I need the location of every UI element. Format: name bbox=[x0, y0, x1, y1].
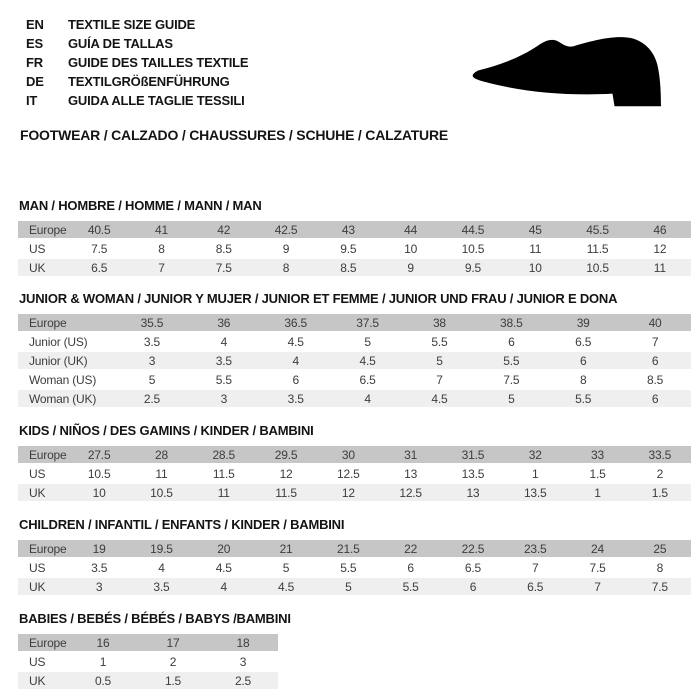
size-cell: 3.5 bbox=[143, 334, 160, 349]
size-cell: 12.5 bbox=[379, 484, 441, 501]
size-cell: 38 bbox=[404, 314, 476, 331]
size-cell: 7.5 bbox=[91, 241, 108, 256]
size-cell: 8.5 bbox=[215, 241, 232, 256]
size-cell: 12.5 bbox=[337, 466, 360, 481]
size-cell: 1.5 bbox=[589, 466, 606, 481]
size-cell: 21.5 bbox=[317, 540, 379, 557]
size-cell: 16 bbox=[68, 634, 138, 651]
language-row-it bbox=[26, 91, 248, 110]
language-code: ES bbox=[26, 36, 43, 51]
size-cell: 4.5 bbox=[404, 390, 476, 407]
size-cell: 36 bbox=[188, 314, 260, 331]
size-cell: 4 bbox=[260, 352, 332, 369]
size-cell: 23.5 bbox=[504, 540, 566, 557]
size-cell: 5.5 bbox=[475, 352, 547, 369]
size-cell: 28.5 bbox=[193, 446, 255, 463]
size-cell: 40 bbox=[619, 314, 691, 331]
size-cell: 3.5 bbox=[188, 352, 260, 369]
row-label: Europe bbox=[18, 446, 68, 463]
size-table-row bbox=[18, 578, 691, 595]
size-cell: 27.5 bbox=[68, 446, 130, 463]
size-cell: 7.5 bbox=[589, 560, 606, 575]
size-cell: 11.5 bbox=[586, 241, 609, 256]
language-label: TEXTILE SIZE GUIDE bbox=[68, 17, 196, 32]
language-code: DE bbox=[26, 74, 44, 89]
size-cell: 35.5 bbox=[116, 314, 188, 331]
row-label: UK bbox=[18, 672, 68, 689]
size-table-header-row bbox=[18, 221, 691, 238]
size-table-header-row bbox=[18, 314, 691, 331]
size-cell: 6 bbox=[547, 352, 619, 369]
size-cell: 7 bbox=[531, 560, 539, 575]
size-cell: 4 bbox=[193, 578, 255, 595]
size-table-kids bbox=[18, 444, 691, 503]
size-cell: 7.5 bbox=[193, 259, 255, 276]
row-label: Europe bbox=[18, 314, 116, 331]
row-label: Junior (UK) bbox=[18, 352, 116, 369]
language-code: IT bbox=[26, 93, 38, 108]
language-label: GUÍA DE TALLAS bbox=[68, 36, 173, 51]
size-cell: 3.5 bbox=[260, 390, 332, 407]
size-cell: 6 bbox=[619, 390, 691, 407]
size-table bbox=[18, 219, 691, 278]
size-cell: 4.5 bbox=[332, 352, 404, 369]
size-table-row bbox=[18, 333, 691, 350]
size-cell: 4.5 bbox=[287, 334, 304, 349]
dress-shoe-icon bbox=[462, 32, 664, 120]
language-row-de bbox=[26, 72, 248, 91]
size-cell: 28 bbox=[130, 446, 192, 463]
size-cell: 2.5 bbox=[208, 672, 278, 689]
language-label: GUIDE DES TAILLES TEXTILE bbox=[68, 55, 249, 70]
size-cell: 0.5 bbox=[68, 672, 138, 689]
size-cell: 5.5 bbox=[340, 560, 357, 575]
size-cell: 3 bbox=[116, 352, 188, 369]
size-cell: 9.5 bbox=[340, 241, 357, 256]
size-cell: 5 bbox=[282, 560, 290, 575]
size-cell: 45.5 bbox=[566, 221, 628, 238]
size-cell: 13 bbox=[404, 466, 418, 481]
size-cell: 8.5 bbox=[647, 372, 664, 387]
size-cell: 5.5 bbox=[379, 578, 441, 595]
size-cell: 3 bbox=[188, 390, 260, 407]
row-label: US bbox=[29, 466, 46, 481]
size-cell: 44 bbox=[379, 221, 441, 238]
size-cell: 43 bbox=[317, 221, 379, 238]
size-cell: 12 bbox=[279, 466, 293, 481]
language-label: TEXTILGRÖßENFÜHRUNG bbox=[68, 74, 230, 89]
language-code: EN bbox=[26, 17, 44, 32]
size-cell: 2 bbox=[656, 466, 664, 481]
size-cell: 44.5 bbox=[442, 221, 504, 238]
size-cell: 45 bbox=[504, 221, 566, 238]
section-title: MAN / HOMBRE / HOMME / MANN / MAN bbox=[19, 198, 262, 213]
section-children bbox=[18, 517, 691, 597]
size-cell: 3.5 bbox=[91, 560, 108, 575]
row-label: Junior (US) bbox=[29, 334, 88, 349]
section-title: KIDS / NIÑOS / DES GAMINS / KINDER / BAMBINI bbox=[19, 423, 314, 438]
size-cell: 8.5 bbox=[317, 259, 379, 276]
size-cell: 6.5 bbox=[504, 578, 566, 595]
size-cell: 19.5 bbox=[130, 540, 192, 557]
size-cell: 5 bbox=[317, 578, 379, 595]
size-table bbox=[18, 444, 691, 503]
size-cell: 20 bbox=[193, 540, 255, 557]
size-cell: 38.5 bbox=[475, 314, 547, 331]
size-table-row bbox=[18, 240, 691, 257]
size-cell: 4 bbox=[332, 390, 404, 407]
size-cell: 7.5 bbox=[503, 372, 520, 387]
size-cell: 29.5 bbox=[255, 446, 317, 463]
size-cell: 7 bbox=[651, 334, 659, 349]
size-cell: 39 bbox=[547, 314, 619, 331]
size-cell: 33.5 bbox=[629, 446, 691, 463]
language-label: GUIDA ALLE TAGLIE TESSILI bbox=[68, 93, 245, 108]
size-cell: 42.5 bbox=[255, 221, 317, 238]
size-table bbox=[18, 538, 691, 597]
language-row-en bbox=[26, 15, 248, 34]
section-babies bbox=[18, 611, 691, 691]
size-cell: 21 bbox=[255, 540, 317, 557]
size-cell: 10.5 bbox=[566, 259, 628, 276]
size-cell: 6 bbox=[442, 578, 504, 595]
size-cell: 8 bbox=[158, 241, 165, 256]
size-table-children bbox=[18, 538, 691, 597]
size-cell: 12 bbox=[653, 241, 667, 256]
section-junior-woman bbox=[18, 291, 691, 409]
size-cell: 6.5 bbox=[359, 372, 376, 387]
size-cell: 10 bbox=[404, 241, 418, 256]
size-cell: 6 bbox=[619, 352, 691, 369]
size-table-man bbox=[18, 219, 691, 278]
section-kids bbox=[18, 423, 691, 503]
language-list bbox=[26, 15, 248, 110]
size-cell: 36.5 bbox=[260, 314, 332, 331]
row-label: US bbox=[29, 241, 46, 256]
row-label: UK bbox=[18, 578, 68, 595]
size-table bbox=[18, 312, 691, 409]
section-title: BABIES / BEBÉS / BÉBÉS / BABYS /BAMBINI bbox=[19, 611, 291, 626]
size-cell: 10 bbox=[68, 484, 130, 501]
row-label: Europe bbox=[18, 221, 68, 238]
size-cell: 7 bbox=[566, 578, 628, 595]
size-table-header-row bbox=[18, 540, 691, 557]
size-cell: 31 bbox=[379, 446, 441, 463]
size-cell: 11 bbox=[529, 241, 542, 256]
size-table-row bbox=[18, 559, 691, 576]
size-cell: 13 bbox=[442, 484, 504, 501]
size-cell: 5 bbox=[364, 334, 371, 349]
row-label: Woman (UK) bbox=[18, 390, 116, 407]
size-cell: 42 bbox=[193, 221, 255, 238]
size-table-row bbox=[18, 390, 691, 407]
size-cell: 8 bbox=[579, 372, 587, 387]
size-cell: 18 bbox=[208, 634, 278, 651]
size-cell: 5.5 bbox=[215, 372, 232, 387]
size-cell: 5 bbox=[475, 390, 547, 407]
size-cell: 11.5 bbox=[212, 466, 235, 481]
size-cell: 13.5 bbox=[461, 466, 485, 481]
size-cell: 1 bbox=[531, 466, 539, 481]
row-label: US bbox=[29, 560, 46, 575]
size-cell: 5 bbox=[148, 372, 156, 387]
size-cell: 40.5 bbox=[68, 221, 130, 238]
size-cell: 4 bbox=[158, 560, 165, 575]
size-cell: 33 bbox=[566, 446, 628, 463]
size-cell: 4 bbox=[220, 334, 228, 349]
size-cell: 31.5 bbox=[442, 446, 504, 463]
size-cell: 8 bbox=[656, 560, 664, 575]
size-cell: 17 bbox=[138, 634, 208, 651]
size-cell: 25 bbox=[629, 540, 691, 557]
size-cell: 11.5 bbox=[255, 484, 317, 501]
language-code: FR bbox=[26, 55, 43, 70]
size-cell: 2.5 bbox=[116, 390, 188, 407]
row-label: UK bbox=[18, 484, 68, 501]
size-table-row bbox=[18, 484, 691, 501]
size-cell: 6 bbox=[407, 560, 414, 575]
size-table-junior-woman bbox=[18, 312, 691, 409]
size-cell: 3 bbox=[239, 654, 247, 669]
size-cell: 1.5 bbox=[629, 484, 691, 501]
size-cell: 6.5 bbox=[575, 334, 592, 349]
size-cell: 2 bbox=[169, 654, 177, 669]
size-cell: 9.5 bbox=[442, 259, 504, 276]
size-table-row bbox=[18, 672, 278, 689]
size-cell: 10.5 bbox=[461, 241, 485, 256]
size-cell: 11 bbox=[629, 259, 691, 276]
section-title: JUNIOR & WOMAN / JUNIOR Y MUJER / JUNIOR ET FEMME / JUNIOR UND FRAU / JUNIOR E DONA bbox=[19, 291, 618, 306]
section-man bbox=[18, 198, 691, 278]
size-cell: 41 bbox=[130, 221, 192, 238]
size-table-row bbox=[18, 653, 278, 670]
size-cell: 1.5 bbox=[138, 672, 208, 689]
size-table-row bbox=[18, 465, 691, 482]
size-cell: 32 bbox=[504, 446, 566, 463]
size-cell: 24 bbox=[566, 540, 628, 557]
size-cell: 6.5 bbox=[68, 259, 130, 276]
size-cell: 6 bbox=[292, 372, 299, 387]
size-cell: 37.5 bbox=[332, 314, 404, 331]
size-cell: 8 bbox=[255, 259, 317, 276]
row-label: Europe bbox=[18, 634, 68, 651]
size-cell: 6.5 bbox=[464, 560, 481, 575]
size-table-header-row bbox=[18, 446, 691, 463]
size-table-row bbox=[18, 371, 691, 388]
size-table-babies bbox=[18, 632, 691, 691]
size-cell: 13.5 bbox=[504, 484, 566, 501]
size-cell: 22 bbox=[379, 540, 441, 557]
size-cell: 30 bbox=[317, 446, 379, 463]
row-label: Europe bbox=[18, 540, 68, 557]
size-cell: 1 bbox=[99, 654, 107, 669]
size-cell: 1 bbox=[566, 484, 628, 501]
language-row-fr bbox=[26, 53, 248, 72]
size-cell: 7 bbox=[436, 372, 443, 387]
row-label: US bbox=[29, 654, 46, 669]
size-cell: 9 bbox=[379, 259, 441, 276]
row-label: Woman (US) bbox=[29, 372, 97, 387]
size-cell: 19 bbox=[68, 540, 130, 557]
size-cell: 10 bbox=[504, 259, 566, 276]
size-table bbox=[18, 632, 278, 691]
category-line: FOOTWEAR / CALZADO / CHAUSSURES / SCHUHE / CALZATURE bbox=[20, 127, 449, 143]
row-label: UK bbox=[18, 259, 68, 276]
size-cell: 22.5 bbox=[442, 540, 504, 557]
size-cell: 12 bbox=[317, 484, 379, 501]
size-cell: 7 bbox=[130, 259, 192, 276]
size-cell: 3 bbox=[68, 578, 130, 595]
size-table-header-row bbox=[18, 634, 278, 651]
size-cell: 3.5 bbox=[130, 578, 192, 595]
size-table-row bbox=[18, 352, 691, 369]
size-cell: 7.5 bbox=[629, 578, 691, 595]
size-cell: 4.5 bbox=[255, 578, 317, 595]
size-cell: 5.5 bbox=[431, 334, 448, 349]
size-cell: 9 bbox=[282, 241, 290, 256]
size-cell: 5 bbox=[404, 352, 476, 369]
size-cell: 10.5 bbox=[130, 484, 192, 501]
language-row-es bbox=[26, 34, 248, 53]
size-cell: 11 bbox=[193, 484, 255, 501]
size-cell: 10.5 bbox=[87, 466, 111, 481]
size-table-row bbox=[18, 259, 691, 276]
size-cell: 5.5 bbox=[547, 390, 619, 407]
size-cell: 46 bbox=[629, 221, 691, 238]
section-title: CHILDREN / INFANTIL / ENFANTS / KINDER / BAMBINI bbox=[19, 517, 345, 532]
size-cell: 11 bbox=[155, 466, 168, 481]
size-cell: 4.5 bbox=[215, 560, 232, 575]
size-cell: 6 bbox=[508, 334, 515, 349]
